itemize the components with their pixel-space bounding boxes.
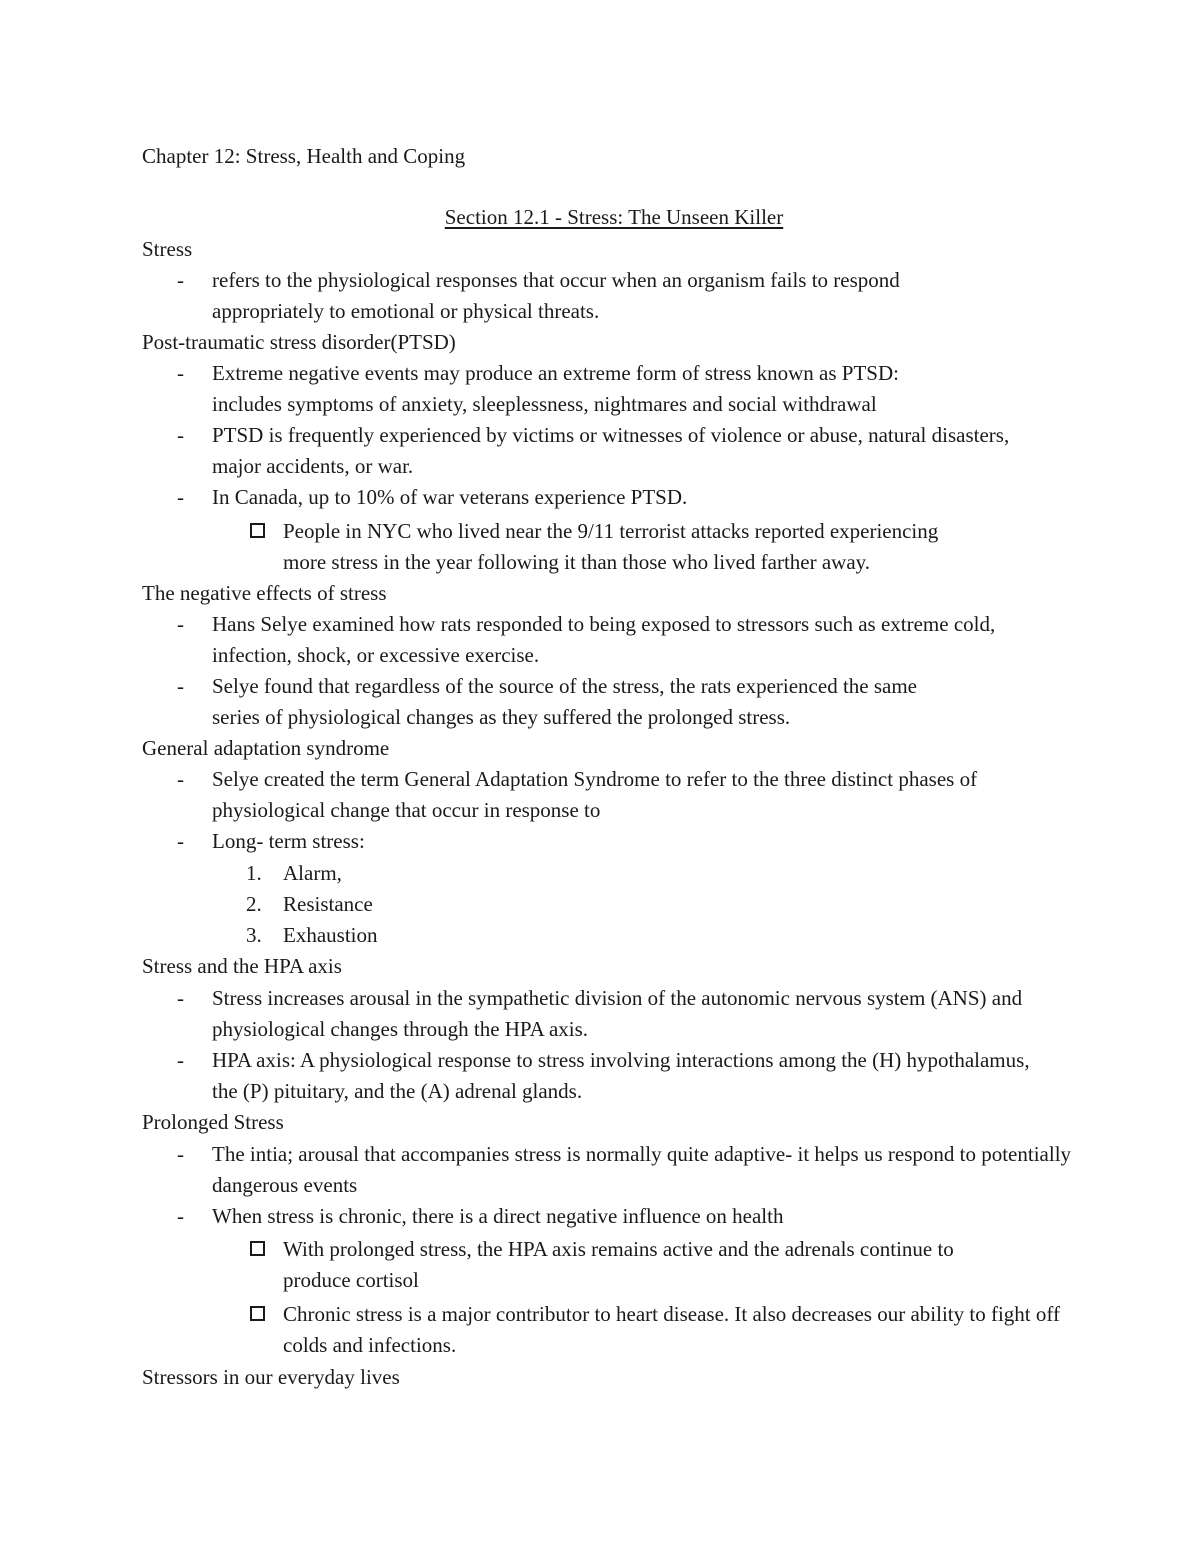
bullet-text-continued: physiological changes through the HPA axis. bbox=[212, 1017, 589, 1041]
dash-bullet: - bbox=[177, 612, 184, 636]
checkbox-bullet-icon bbox=[250, 1241, 265, 1256]
bullet-text: refers to the physiological responses that occur when an organism fails to respond bbox=[212, 268, 900, 292]
list-number: 3. bbox=[246, 923, 262, 947]
heading-hpa-axis: Stress and the HPA axis bbox=[142, 954, 342, 978]
bullet-text: When stress is chronic, there is a direct negative influence on health bbox=[212, 1204, 784, 1228]
sub-bullet-text: People in NYC who lived near the 9/11 terrorist attacks reported experiencing bbox=[283, 519, 939, 543]
bullet-text: Long- term stress: bbox=[212, 829, 365, 853]
heading-stress: Stress bbox=[142, 237, 193, 261]
bullet-text: Hans Selye examined how rats responded to being exposed to stressors such as extreme cold, bbox=[212, 612, 996, 636]
bullet-text-continued: physiological change that occur in response to bbox=[212, 798, 601, 822]
bullet-text: Extreme negative events may produce an extreme form of stress known as PTSD: bbox=[212, 361, 899, 385]
bullet-text-continued: appropriately to emotional or physical threats. bbox=[212, 299, 600, 323]
bullet-text-continued: series of physiological changes as they suffered the prolonged stress. bbox=[212, 705, 791, 729]
sub-bullet-text: With prolonged stress, the HPA axis remains active and the adrenals continue to bbox=[283, 1237, 954, 1261]
bullet-text: PTSD is frequently experienced by victims or witnesses of violence or abuse, natural disasters, bbox=[212, 423, 1010, 447]
dash-bullet: - bbox=[177, 361, 184, 385]
list-number: 2. bbox=[246, 892, 262, 916]
list-item: Resistance bbox=[283, 892, 373, 916]
bullet-text: Selye created the term General Adaptation Syndrome to refer to the three distinct phases of bbox=[212, 767, 978, 791]
sub-bullet-text-continued: more stress in the year following it than those who lived farther away. bbox=[283, 550, 871, 574]
heading-prolonged-stress: Prolonged Stress bbox=[142, 1110, 284, 1134]
chapter-title: Chapter 12: Stress, Health and Coping bbox=[142, 144, 466, 168]
heading-negative-effects: The negative effects of stress bbox=[142, 581, 387, 605]
dash-bullet: - bbox=[177, 1048, 184, 1072]
dash-bullet: - bbox=[177, 767, 184, 791]
section-title: Section 12.1 - Stress: The Unseen Killer bbox=[444, 205, 784, 229]
sub-bullet-text: Chronic stress is a major contributor to heart disease. It also decreases our ability to fight off bbox=[283, 1302, 1060, 1326]
dash-bullet: - bbox=[177, 674, 184, 698]
bullet-text-continued: dangerous events bbox=[212, 1173, 358, 1197]
bullet-text: Selye found that regardless of the source of the stress, the rats experienced the same bbox=[212, 674, 917, 698]
dash-bullet: - bbox=[177, 1142, 184, 1166]
dash-bullet: - bbox=[177, 423, 184, 447]
bullet-text: HPA axis: A physiological response to stress involving interactions among the (H) hypothalamus, bbox=[212, 1048, 1030, 1072]
list-item: Alarm, bbox=[283, 861, 342, 885]
list-item: Exhaustion bbox=[283, 923, 378, 947]
sub-bullet-text-continued: produce cortisol bbox=[283, 1268, 419, 1292]
sub-bullet-text-continued: colds and infections. bbox=[283, 1333, 457, 1357]
bullet-text-continued: includes symptoms of anxiety, sleeplessness, nightmares and social withdrawal bbox=[212, 392, 877, 416]
bullet-text-continued: infection, shock, or excessive exercise. bbox=[212, 643, 540, 667]
checkbox-bullet-icon bbox=[250, 523, 265, 538]
dash-bullet: - bbox=[177, 829, 184, 853]
heading-everyday-stressors: Stressors in our everyday lives bbox=[142, 1365, 400, 1389]
heading-ptsd: Post-traumatic stress disorder(PTSD) bbox=[142, 330, 456, 354]
bullet-text: Stress increases arousal in the sympathetic division of the autonomic nervous system (ANS) and bbox=[212, 986, 1023, 1010]
bullet-text-continued: the (P) pituitary, and the (A) adrenal glands. bbox=[212, 1079, 583, 1103]
heading-general-adaptation-syndrome: General adaptation syndrome bbox=[142, 736, 390, 760]
dash-bullet: - bbox=[177, 485, 184, 509]
dash-bullet: - bbox=[177, 986, 184, 1010]
dash-bullet: - bbox=[177, 1204, 184, 1228]
bullet-text: In Canada, up to 10% of war veterans experience PTSD. bbox=[212, 485, 688, 509]
list-number: 1. bbox=[246, 861, 262, 885]
dash-bullet: - bbox=[177, 268, 184, 292]
bullet-text-continued: major accidents, or war. bbox=[212, 454, 414, 478]
checkbox-bullet-icon bbox=[250, 1306, 265, 1321]
bullet-text: The intia; arousal that accompanies stress is normally quite adaptive- it helps us respond to potentially bbox=[212, 1142, 1072, 1166]
